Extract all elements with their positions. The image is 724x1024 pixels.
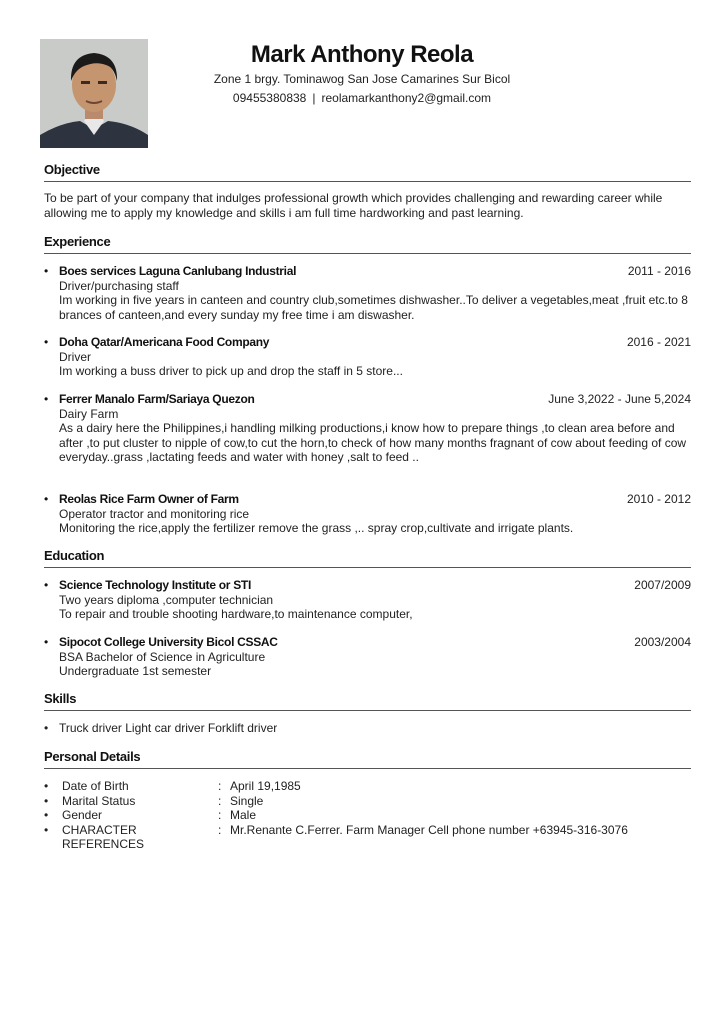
experience-date: 2010 - 2012 (626, 492, 691, 506)
address: Zone 1 brgy. Tominawog San Jose Camarines Sur Bicol (213, 72, 511, 86)
education-title: • Science Technology Institute or STI (44, 578, 251, 593)
education-detail: Two years diploma ,computer technician (59, 592, 274, 607)
personal-detail-row: • CHARACTER REFERENCES : Mr.Renante C.Ferrer. Farm Manager Cell phone number +63945-316-3076 (44, 822, 628, 852)
education-item (44, 578, 691, 622)
education-detail: Undergraduate 1st semester (59, 664, 212, 678)
experience-description: Im working a buss driver to pick up and drop the staff in 5 store... (59, 364, 403, 378)
education-date: 2003/2004 (634, 635, 691, 649)
education-date: 2007/2009 (634, 578, 691, 592)
detail-colon: : (218, 793, 222, 808)
detail-label: Gender (62, 808, 103, 823)
experience-date: 2011 - 2016 (627, 264, 691, 278)
detail-label: Date of Birth (62, 779, 129, 793)
personal-detail-row: • Gender : Male (44, 808, 257, 823)
experience-item (44, 264, 691, 322)
experience-title: • Reolas Rice Farm Owner of Farm (44, 492, 239, 507)
experience-item (44, 492, 691, 536)
experience-title: • Doha Qatar/Americana Food Company (44, 335, 269, 350)
detail-value: Single (230, 793, 264, 808)
education-detail: To repair and trouble shooting hardware,to maintenance computer, (59, 607, 413, 621)
resume-header (150, 40, 574, 108)
personal-detail-row: • Date of Birth : April 19,1985 (44, 779, 301, 793)
experience-item (44, 392, 691, 465)
experience-description: Monitoring the rice,apply the fertilizer remove the grass ,.. spray crop,cultivate and irrigate plants. (59, 521, 574, 535)
section-title-experience: Experience (44, 234, 691, 254)
detail-colon: : (218, 822, 222, 837)
experience-role: Driver (59, 349, 91, 364)
detail-value: April 19,1985 (230, 779, 301, 793)
section-title-personal-details: Personal Details (44, 749, 691, 769)
experience-date: June 3,2022 - June 5,2024 (548, 392, 691, 406)
experience-date: 2016 - 2021 (626, 335, 691, 349)
experience-description: As a dairy here the Philippines,i handling milking productions,i know how to prepare things ,to clean area before and after ,to put cluster to nipple of cow,to cut the horn,to check of how many months fragnant of cow about feeding of cow everyday..grass ,lactating feeds and water with honey ,salt to feed .. (59, 421, 687, 464)
experience-title: • Boes services Laguna Canlubang Industrial (44, 264, 296, 279)
experience-role: Driver/purchasing staff (59, 278, 179, 293)
section-title-skills: Skills (44, 691, 691, 711)
email-address: reolamarkanthony2@gmail.com (321, 91, 492, 105)
section-title-education: Education (44, 548, 691, 568)
skills-list-item: • Truck driver Light car driver Forklift driver (44, 721, 277, 736)
experience-role: Operator tractor and monitoring rice (59, 506, 250, 521)
experience-description: Im working in five years in canteen and country club,sometimes dishwasher..To deliver a vegetables,meat ,fruit etc.to 8 brances of canteen,and every sunday my free time i am diswasher. (59, 293, 688, 322)
contact-line (150, 89, 574, 108)
phone-number: 09455380838 (232, 91, 307, 105)
personal-detail-row: • Marital Status : Single (44, 793, 264, 808)
detail-value: Mr.Renante C.Ferrer. Farm Manager Cell phone number +63945-316-3076 (230, 822, 628, 837)
contact-separator: | (312, 91, 316, 105)
experience-item (44, 335, 691, 379)
personal-details-list (44, 779, 628, 852)
detail-colon: : (218, 808, 222, 823)
detail-label: Marital Status (62, 793, 136, 808)
detail-value: Male (230, 808, 257, 823)
detail-label: CHARACTER REFERENCES (62, 822, 145, 852)
education-item (44, 635, 691, 679)
section-title-objective: Objective (44, 162, 691, 182)
education-detail: BSA Bachelor of Science in Agriculture (59, 649, 266, 664)
objective-text: To be part of your company that indulges professional growth which provides challenging and rewarding career while allowing me to apply my knowledge and skills i am full time hardworking and past learning. (44, 191, 663, 220)
education-title: • Sipocot College University Bicol CSSAC (44, 635, 278, 650)
full-name: Mark Anthony Reola (250, 41, 474, 68)
profile-photo (40, 39, 148, 148)
detail-colon: : (218, 779, 222, 793)
experience-role: Dairy Farm (59, 406, 119, 421)
experience-title: • Ferrer Manalo Farm/Sariaya Quezon (44, 392, 255, 407)
